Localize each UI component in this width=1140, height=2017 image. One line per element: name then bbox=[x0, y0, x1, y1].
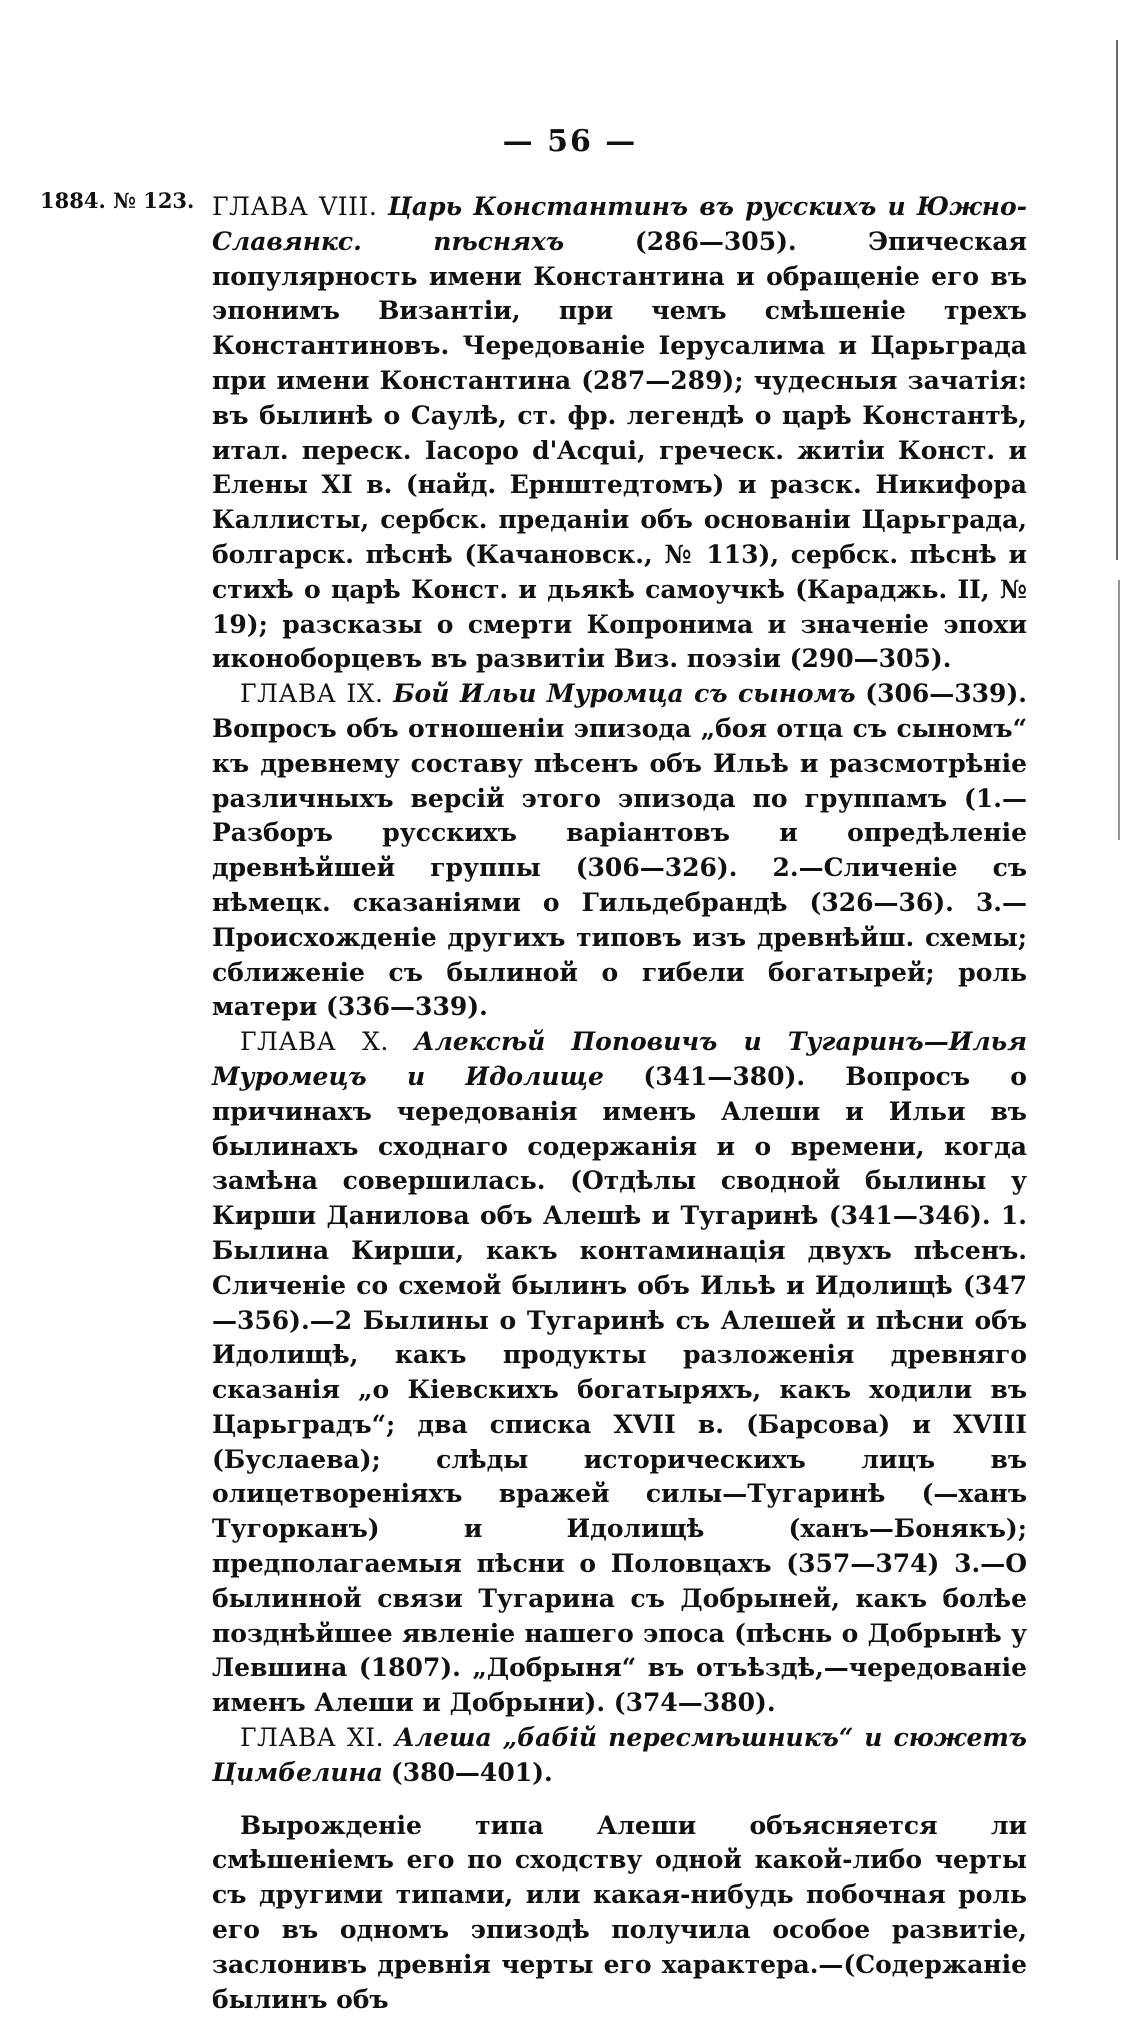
chapter-9-body: (306—339). Вопросъ объ отношеніи эпизода „боя отца съ сыномъ“ къ древнему составу пѣсенъ объ Ильѣ и разсмотрѣніе различныхъ версій этого эпизода по группамъ (1.—Разборъ русскихъ варіантовъ и опредѣленіе древнѣйшей группы (306—326). 2.—Сличеніе съ нѣмецк. сказаніями о Гильдебрандѣ (326—36). 3.—Происхожденіе другихъ типовъ изъ древнѣйш. схемы; сближеніе съ былиной о гибели богатырей; роль матери (336—339). bbox=[212, 679, 1027, 1022]
chapter-10 bbox=[212, 1025, 1027, 1721]
closing-paragraph: Вырожденіе типа Алеши объясняется ли смѣшеніемъ его по сходству одной какой-либо черты съ другими типами, или какая-нибудь побочная роль его въ одномъ эпизодѣ получила особое развитіе, заслонивъ древнія черты его характера.—(Содержаніе былинъ объ bbox=[212, 1810, 1027, 2014]
chapter-10-title: Алексѣй Поповичъ и Тугаринъ—Илья Муромецъ и Идолище bbox=[212, 1027, 1028, 1091]
margin-reference: 1884. № 123. bbox=[40, 188, 195, 213]
chapter-8-title: Царь Константинъ въ русскихъ и Южно-Славянкс. пѣсняхъ bbox=[212, 192, 1027, 256]
scan-edge-shadow bbox=[1116, 40, 1118, 560]
main-text bbox=[212, 190, 1027, 2017]
chapter-10-heading: ГЛАВА X. bbox=[240, 1027, 389, 1057]
chapter-10-body: (341—380). Вопросъ о причинахъ чередованія именъ Алеши и Ильи въ былинахъ сходнаго содержанія и о времени, когда замѣна совершилась. (Отдѣлы сводной былины у Кирши Данилова объ Алешѣ и Тугаринѣ (341—346). 1. Былина Кирши, какъ контаминація двухъ пѣсенъ. Сличеніе со схемой былинъ объ Ильѣ и Идолищѣ (347—356).—2 Былины о Тугаринѣ съ Алешей и пѣсни объ Идолищѣ, какъ продукты разложенія древняго сказанія „о Кіевскихъ богатыряхъ, какъ ходили въ Царьградъ“; два списка XVII в. (Барсова) и XVIII (Буслаева); слѣды историческихъ лицъ въ олицетвореніяхъ вражей силы—Тугаринѣ (—ханъ Тугорканъ) и Идолищѣ (ханъ—Бонякъ); предполагаемыя пѣсни о Половцахъ (357—374) 3.—О былинной связи Тугарина съ Добрыней, какъ болѣе позднѣйшее явленіе нашего эпоса (пѣснь о Добрынѣ у Левшина (1807). „Добрыня“ въ отъѣздѣ,—чередованіе именъ Алеши и Добрыни). (374—380). bbox=[212, 1061, 1027, 1718]
chapter-9-heading: ГЛАВА IX. bbox=[240, 679, 384, 709]
chapter-11-body: (380—401). bbox=[390, 1757, 553, 1787]
chapter-9-title: Бой Ильи Муромца съ сыномъ bbox=[393, 679, 856, 709]
chapter-11-heading: ГЛАВА XI. bbox=[240, 1723, 385, 1753]
chapter-11 bbox=[212, 1721, 1027, 1791]
chapter-8-heading: ГЛАВА VIII. bbox=[212, 192, 378, 221]
page-number: — 56 — bbox=[502, 124, 638, 159]
scan-edge-shadow-lower bbox=[1118, 580, 1120, 840]
chapter-8-body: (286—305). Эпическая популярность имени Константина и обращеніе его въ эпонимъ Византіи, при чемъ смѣшеніе трехъ Константиновъ. Чередованіе Іерусалима и Царьграда при имени Константина (287—289); чудесныя зачатія: въ былинѣ о Саулѣ, ст. фр. легендѣ о царѣ Константѣ, итал. переск. Iacopo d'Acqui, греческ. житіи Конст. и Елены XI в. (найд. Ернштедтомъ) и разск. Никифора Каллисты, сербск. преданіи объ основаніи Царьграда, болгарск. пѣснѣ (Качановск., № 113), сербск. пѣснѣ и стихѣ о царѣ Конст. и дьякѣ самоучкѣ (Караджь. II, № 19); разсказы о смерти Копронима и значеніе эпохи иконоборцевъ въ развитіи Виз. поэзіи (290—305). bbox=[212, 226, 1027, 674]
chapter-9 bbox=[212, 677, 1027, 1025]
chapter-8 bbox=[212, 190, 1027, 677]
chapter-11-title: Алеша „бабій пересмѣшникъ“ и сюжетъ Цимбелина bbox=[212, 1723, 1027, 1787]
